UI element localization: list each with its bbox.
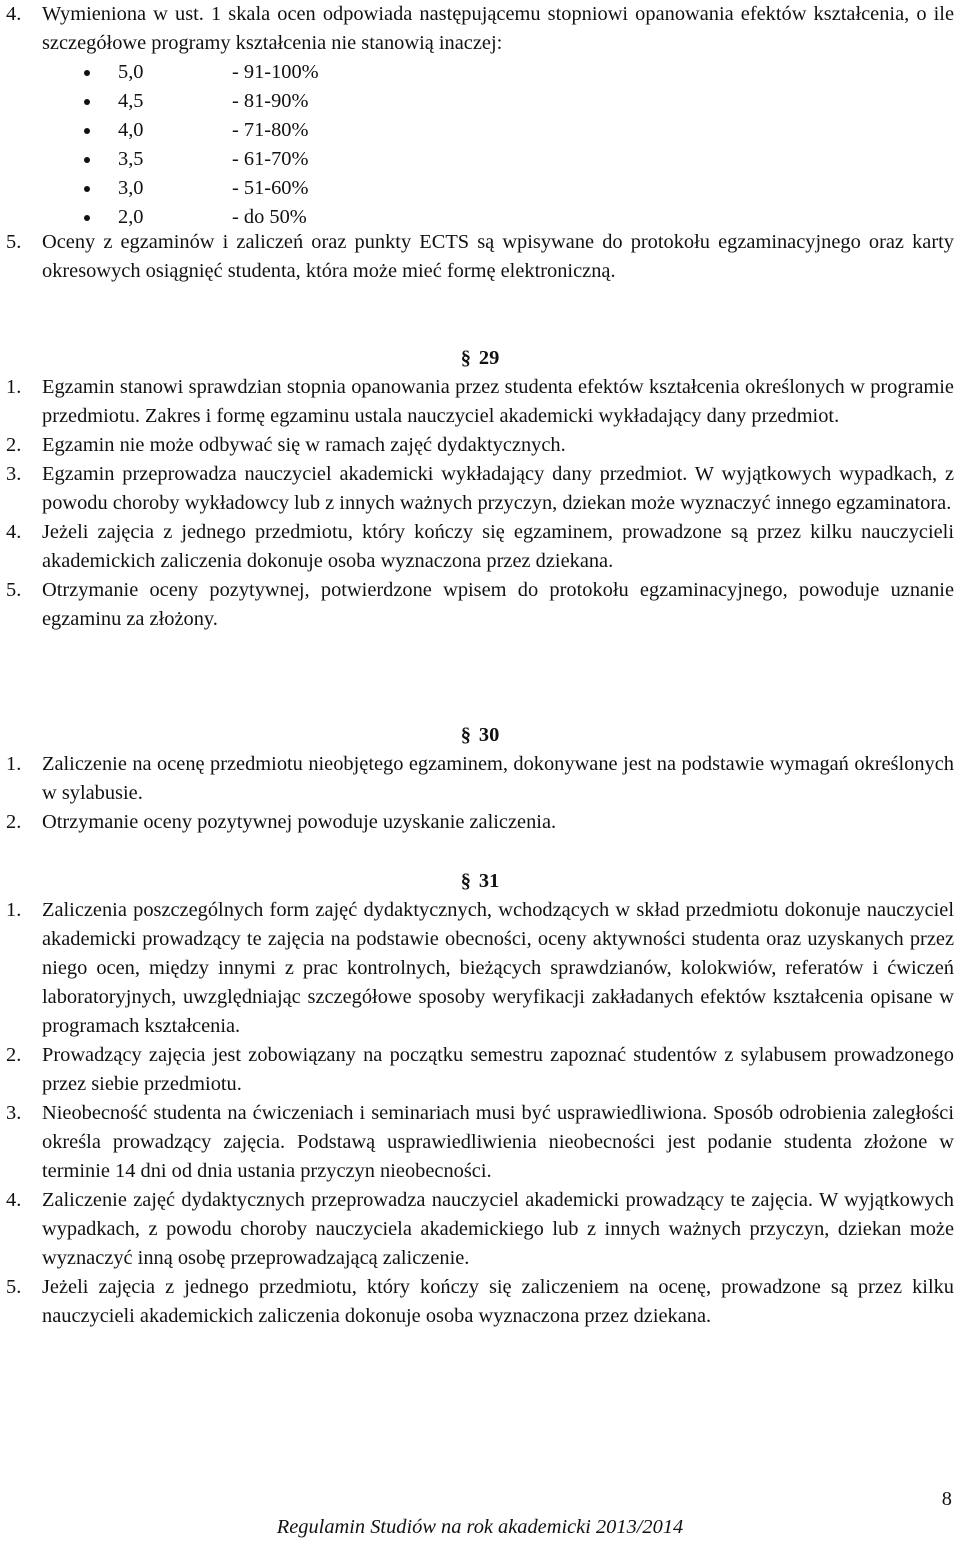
section-symbol: § — [460, 724, 471, 746]
item-number: 2. — [6, 811, 22, 833]
section-29-body — [6, 373, 954, 634]
bullet-icon — [84, 99, 90, 105]
list-item — [6, 576, 954, 634]
list-item — [6, 1041, 954, 1099]
bullet-icon — [84, 157, 90, 163]
section-symbol: § — [460, 870, 471, 892]
item-text: Oceny z egzaminów i zaliczeń oraz punkty ECTS są wpisywane do protokołu egzaminacyjnego oraz karty okresowych osiągnięć studenta, która może mieć formę elektroniczną. — [42, 231, 954, 282]
grade-value: 4,0 — [118, 119, 144, 141]
footer-title: Regulamin Studiów na rok akademicki 2013/2014 — [276, 1516, 684, 1538]
item-text: Wymieniona w ust. 1 skala ocen odpowiada następującemu stopniowi opanowania efektów kształcenia, o ile szczegółowe programy kształcenia nie stanowią inaczej: — [42, 3, 954, 54]
list-item — [6, 460, 954, 518]
paragraph-5 — [6, 228, 954, 286]
item-number: 5. — [6, 1276, 22, 1298]
item-number: 5. — [6, 579, 22, 601]
grade-value: 5,0 — [118, 61, 144, 83]
item-number: 1. — [6, 899, 22, 921]
list-item — [6, 1099, 954, 1186]
paragraph-4-intro — [6, 0, 954, 58]
bullet-icon — [84, 70, 90, 76]
item-text: Zaliczenia poszczególnych form zajęć dydaktycznych, wchodzących w skład przedmiotu dokonuje nauczyciel akademicki prowadzący te zajęcia na podstawie obecności, oceny aktywności studenta oraz uzyskanych przez niego ocen, między innymi z prac kontrolnych, bieżących sprawdzianów, kolokwiów, referatów i ćwiczeń laboratoryjnych, uwzględniając szczegółowe sposoby weryfikacji zakładanych efektów kształcenia opisane w programach kształcenia. — [42, 899, 954, 1037]
item-number: 3. — [6, 1102, 22, 1124]
item-number: 1. — [6, 376, 22, 398]
item-text: Egzamin przeprowadza nauczyciel akademicki wykładający dany przedmiot. W wyjątkowych wypadkach, z powodu choroby wykładowcy lub z innych ważnych przyczyn, dziekan może wyznaczyć innego egzaminatora. — [42, 463, 954, 514]
item-number: 2. — [6, 1044, 22, 1066]
section-number: 30 — [478, 724, 500, 746]
item-number: 3. — [6, 463, 22, 485]
list-item — [6, 373, 954, 431]
list-item — [6, 896, 954, 1041]
grade-range: - 61-70% — [232, 148, 309, 170]
grade-range: - 81-90% — [232, 90, 309, 112]
item-text: Zaliczenie na ocenę przedmiotu nieobjętego egzaminem, dokonywane jest na podstawie wymagań określonych w sylabusie. — [42, 753, 954, 804]
grade-value: 2,0 — [118, 206, 144, 228]
item-text: Egzamin stanowi sprawdzian stopnia opanowania przez studenta efektów kształcenia określonych w programie przedmiotu. Zakres i formę egzaminu ustala nauczyciel akademicki wykładający dany przedmiot. — [42, 376, 954, 427]
page-number: 8 — [941, 1488, 952, 1510]
item-text: Egzamin nie może odbywać się w ramach zajęć dydaktycznych. — [42, 434, 566, 456]
list-item — [6, 750, 954, 808]
section-heading-29 — [0, 344, 960, 373]
grade-range: - 91-100% — [232, 61, 319, 83]
grade-value: 3,0 — [118, 177, 144, 199]
item-text: Nieobecność studenta na ćwiczeniach i seminariach musi być usprawiedliwiona. Sposób odrobienia zaległości określa prowadzący zajęcia. Podstawą usprawiedliwienia nieobecności jest podanie studenta złożone w terminie 14 dni od dnia ustania przyczyn nieobecności. — [42, 1102, 954, 1182]
section-31-body — [6, 896, 954, 1331]
item-number: 1. — [6, 753, 22, 775]
item-text: Otrzymanie oceny pozytywnej powoduje uzyskanie zaliczenia. — [42, 811, 557, 833]
section-heading-30 — [0, 721, 960, 750]
item-text: Jeżeli zajęcia z jednego przedmiotu, który kończy się egzaminem, prowadzone są przez kilku nauczycieli akademickich zaliczenia dokonuje osoba wyznaczona przez dziekana. — [42, 521, 954, 572]
bullet-icon — [84, 186, 90, 192]
list-item — [6, 1186, 954, 1273]
list-item — [6, 228, 954, 286]
bullet-icon — [84, 128, 90, 134]
list-item — [6, 0, 954, 58]
grade-range: - 51-60% — [232, 177, 309, 199]
grade-range: - do 50% — [232, 206, 307, 228]
item-number: 5. — [6, 231, 22, 253]
section-symbol: § — [460, 347, 471, 369]
item-number: 4. — [6, 1189, 22, 1211]
section-number: 31 — [478, 870, 500, 892]
grade-range: - 71-80% — [232, 119, 309, 141]
list-item — [6, 1273, 954, 1331]
item-text: Prowadzący zajęcia jest zobowiązany na początku semestru zapoznać studentów z sylabusem prowadzonego przez siebie przedmiotu. — [42, 1044, 954, 1095]
grade-value: 4,5 — [118, 90, 144, 112]
item-number: 4. — [6, 3, 22, 25]
section-heading-31 — [0, 867, 960, 896]
list-item — [6, 518, 954, 576]
list-item — [6, 431, 954, 460]
item-number: 2. — [6, 434, 22, 456]
section-30-body — [6, 750, 954, 837]
bullet-icon — [84, 215, 90, 221]
item-text: Otrzymanie oceny pozytywnej, potwierdzone wpisem do protokołu egzaminacyjnego, powoduje uznanie egzaminu za złożony. — [42, 579, 954, 630]
list-item — [6, 808, 954, 837]
grade-value: 3,5 — [118, 148, 144, 170]
section-number: 29 — [478, 347, 500, 369]
item-text: Jeżeli zajęcia z jednego przedmiotu, który kończy się zaliczeniem na ocenę, prowadzone są przez kilku nauczycieli akademickich zaliczenia dokonuje osoba wyznaczona przez dziekana. — [42, 1276, 954, 1327]
item-number: 4. — [6, 521, 22, 543]
item-text: Zaliczenie zajęć dydaktycznych przeprowadza nauczyciel akademicki prowadzący te zajęcia. W wyjątkowych wypadkach, z powodu choroby nauczyciela akademickiego lub z innych ważnych przyczyn, dziekan może wyznaczyć inną osobę przeprowadzającą zaliczenie. — [42, 1189, 954, 1269]
